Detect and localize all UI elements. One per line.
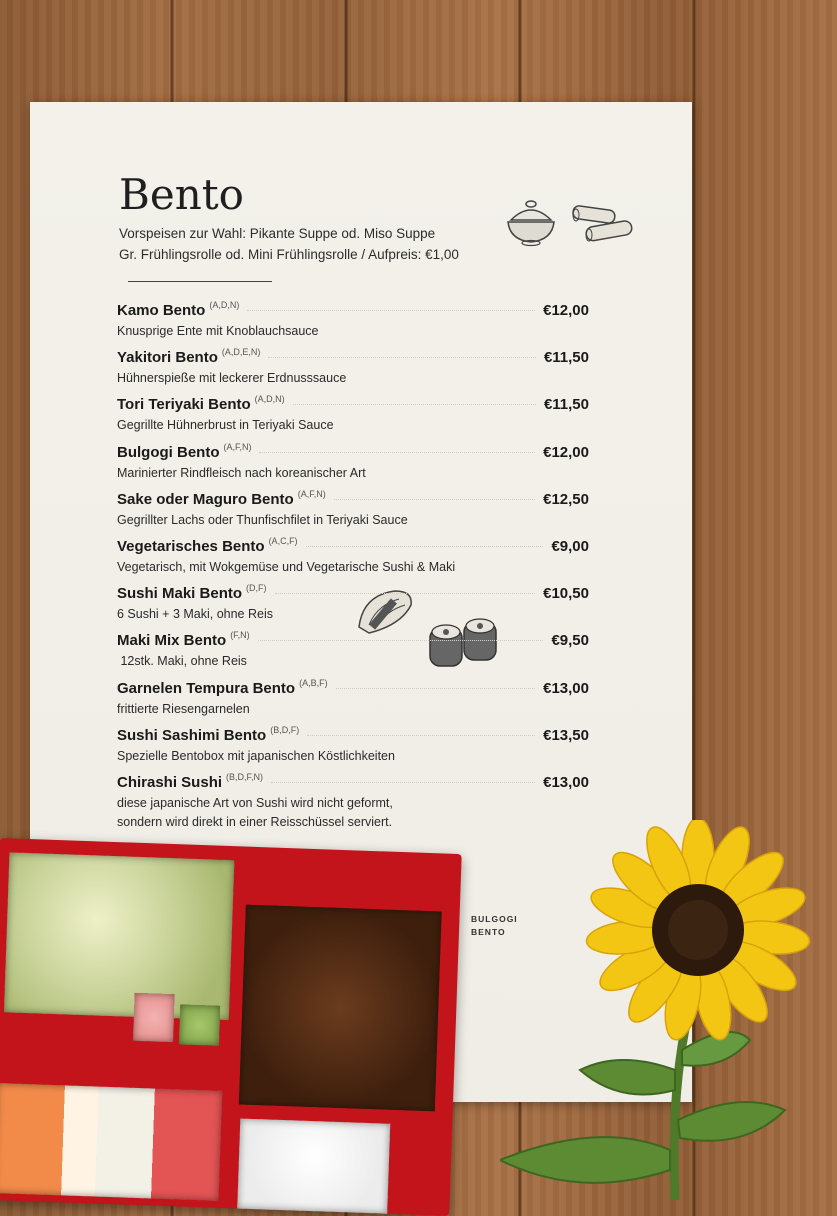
dot-leader	[247, 310, 535, 311]
menu-item	[117, 302, 589, 349]
item-description: diese japanische Art von Sushi wird nicht geformt,	[117, 795, 393, 810]
item-price: €9,00	[551, 537, 589, 555]
item-price: €11,50	[543, 396, 589, 414]
item-name: Maki Mix Bento	[117, 632, 227, 650]
bento-photo	[0, 838, 462, 1216]
sushi-compartment	[0, 1083, 222, 1201]
item-price: €13,00	[543, 773, 589, 791]
menu-item	[117, 585, 589, 632]
dot-leader	[307, 735, 535, 736]
rice-compartment	[237, 1119, 390, 1214]
item-allergens: (B,D,F,N)	[226, 771, 264, 782]
menu-item	[117, 771, 589, 829]
item-name: Yakitori Bento	[117, 349, 218, 367]
menu-intro	[119, 223, 459, 265]
item-price: €9,50	[551, 632, 589, 650]
menu-item	[117, 349, 589, 396]
item-description: frittierte Riesengarnelen	[117, 701, 250, 716]
item-allergens: (F,N)	[230, 630, 250, 641]
dot-leader	[258, 640, 544, 641]
sunflower-icon	[500, 820, 837, 1200]
menu-item	[117, 441, 589, 491]
menu-item	[117, 724, 589, 774]
wasabi-compartment	[179, 1004, 220, 1045]
ginger-compartment	[133, 993, 175, 1042]
item-name: Chirashi Sushi	[117, 773, 223, 791]
item-description: Gegrillter Lachs oder Thunfischfilet in Teriyaki Sauce	[117, 512, 408, 527]
item-description-line-2: sondern wird direkt in einer Reisschüssel serviert.	[117, 814, 393, 829]
item-allergens: (A,D,E,N)	[221, 347, 261, 358]
page-title: Bento	[119, 170, 244, 219]
item-description: Marinierter Rindfleisch nach koreanischer Art	[117, 465, 366, 480]
item-price: €10,50	[543, 585, 589, 603]
dot-leader	[293, 404, 536, 405]
item-price: €12,50	[543, 490, 589, 508]
item-allergens: (A,C,F)	[268, 535, 298, 546]
divider	[128, 281, 272, 282]
dot-leader	[259, 452, 535, 453]
item-description: Vegetarisch, mit Wokgemüse und Vegetarische Sushi & Maki	[117, 559, 456, 574]
item-name: Vegetarisches Bento	[117, 537, 265, 555]
item-allergens: (A,D,N)	[254, 394, 285, 405]
item-name: Bulgogi Bento	[117, 443, 220, 461]
dot-leader	[334, 499, 535, 500]
menu-item	[117, 535, 589, 585]
item-price: €11,50	[543, 349, 589, 367]
item-allergens: (A,F,N)	[223, 441, 252, 452]
menu-item	[117, 677, 589, 727]
item-price: €13,00	[543, 679, 589, 697]
item-name: Sushi Sashimi Bento	[117, 726, 267, 744]
item-description: Hühnerspieße mit leckerer Erdnusssauce	[117, 371, 347, 386]
item-allergens: (B,D,F)	[270, 724, 300, 735]
item-allergens: (D,F)	[246, 583, 267, 594]
item-allergens: (A,F,N)	[297, 488, 326, 499]
item-name: Sushi Maki Bento	[117, 585, 243, 603]
item-price: €12,00	[543, 302, 589, 319]
menu-item	[117, 632, 589, 679]
dot-leader	[275, 593, 536, 594]
item-price: €12,00	[543, 443, 589, 461]
item-description: Gegrillte Hühnerbrust in Teriyaki Sauce	[117, 418, 334, 433]
spring-rolls-icon	[570, 204, 636, 248]
bulgogi-compartment	[239, 905, 442, 1112]
dot-leader	[336, 688, 536, 689]
item-name: Kamo Bento	[117, 302, 206, 319]
dot-leader	[306, 546, 544, 547]
menu-item	[117, 488, 589, 538]
item-name: Garnelen Tempura Bento	[117, 679, 296, 697]
intro-line-2: Gr. Frühlingsrolle od. Mini Frühlingsrolle / Aufpreis: €1,00	[119, 247, 459, 262]
item-description: Spezielle Bentobox mit japanischen Köstlichkeiten	[117, 748, 395, 763]
intro-line-1: Vorspeisen zur Wahl: Pikante Suppe od. Miso Suppe	[119, 226, 436, 241]
item-description: 12stk. Maki, ohne Reis	[117, 654, 247, 669]
item-price: €13,50	[543, 726, 589, 744]
dot-leader	[268, 357, 536, 358]
salad-compartment	[4, 852, 234, 1020]
item-description: Knusprige Ente mit Knoblauchsauce	[117, 324, 319, 338]
caption-line-2: BENTO	[471, 927, 506, 937]
item-allergens: (A,B,F)	[299, 677, 328, 688]
soup-bowl-icon	[503, 192, 559, 248]
item-allergens: (A,D,N)	[209, 300, 240, 310]
caption-line-1: BULGOGI	[471, 914, 518, 924]
item-name: Sake oder Maguro Bento	[117, 490, 294, 508]
menu-item	[117, 396, 589, 443]
dot-leader	[271, 782, 535, 783]
menu-item-list	[117, 300, 589, 829]
item-description: 6 Sushi + 3 Maki, ohne Reis	[117, 607, 273, 622]
item-name: Tori Teriyaki Bento	[117, 396, 251, 414]
